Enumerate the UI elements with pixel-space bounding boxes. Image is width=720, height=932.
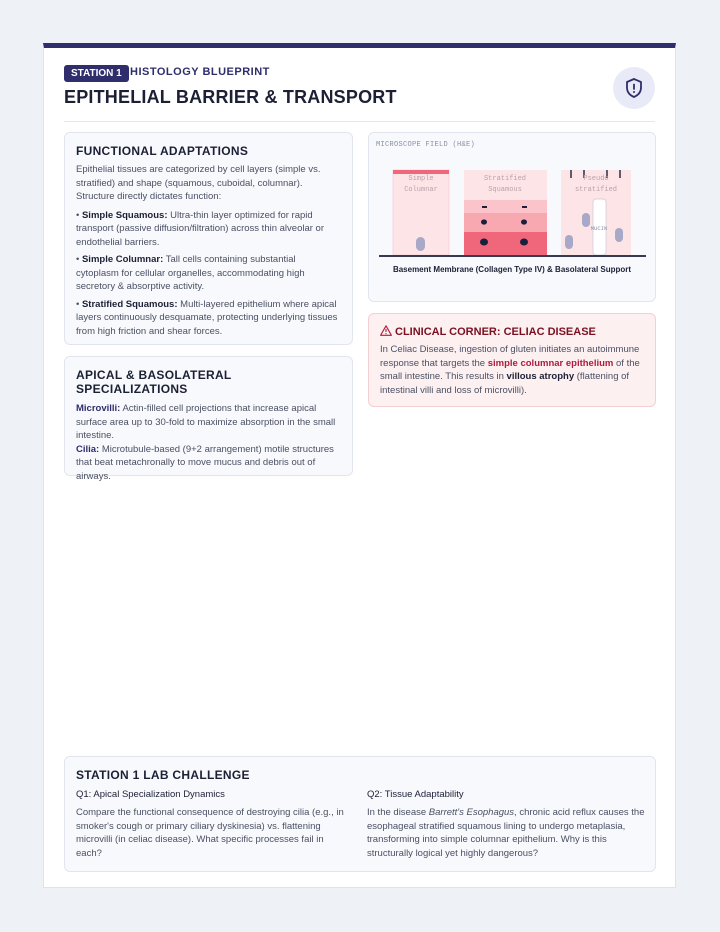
question-1 <box>76 789 352 860</box>
item-text: Ultra-thin layer optimized for rapid transport (passive diffusion/filtration) across thin alveolar or endothelial barriers. <box>76 209 324 248</box>
question-text: Compare the functional consequence of destroying cilia (e.g., in smoker's cough or primary ciliary dyskinesia) vs. flattening microvilli (in celiac disease). What specific processes fail in each? <box>76 807 344 859</box>
item-term: Simple Columnar: <box>81 254 164 265</box>
question-title: Q1: Apical Specialization Dynamics <box>76 789 225 800</box>
item-text: Multi-layered epithelium where apical layers continuously desquamate, protecting underlying tissues from high friction and shear forces. <box>76 298 338 337</box>
basement-membrane-caption: Basement Membrane (Collagen Type IV) & Basolateral Support <box>392 265 632 274</box>
stratified-layer <box>464 200 547 213</box>
tissue-label: stratified <box>574 186 618 194</box>
tissue-label: Columnar <box>404 186 438 194</box>
page-subtitle: HISTOLOGY BLUEPRINT <box>130 66 270 78</box>
tissue-label: Stratified <box>483 175 527 183</box>
nucleus <box>520 239 528 246</box>
nucleus <box>615 228 623 242</box>
functional-intro: Epithelial tissues are categorized by cell layers (simple vs. stratified) and shape (squamous, cuboidal, columnar). Structure directly dictates function: <box>76 164 321 202</box>
item-text: Actin-filled cell projections that increase apical surface area up to 30-fold to maximize absorption in the small intestine. <box>76 403 336 441</box>
nucleus <box>565 235 573 249</box>
apical-border <box>393 170 449 174</box>
page-header <box>64 65 655 122</box>
text-span: , chronic acid reflux causes the esophageal stratified squamous lining to undergo metaplasia, transforming into simple columnar epithelium. Why is this structurally logical yet highly dangerous? <box>367 807 645 859</box>
nucleus <box>482 206 487 208</box>
question-text <box>367 806 647 860</box>
highlight-term: simple columnar epithelium <box>487 357 614 369</box>
nucleus <box>522 206 527 208</box>
clinical-text <box>380 343 644 397</box>
list-item: • Stratified Squamous: Multi-layered epithelium where apical layers continuously desquamate, protecting underlying tissues from high friction and shear forces. <box>76 298 338 337</box>
question-2 <box>367 789 647 860</box>
warning-icon <box>380 325 392 336</box>
lab-heading: STATION 1 LAB CHALLENGE <box>76 768 250 782</box>
station-badge: STATION 1 <box>64 65 129 82</box>
highlight-term: villous atrophy <box>506 371 575 382</box>
nucleus <box>416 237 425 251</box>
list-item <box>76 443 341 484</box>
text-span: (flattening of intestinal villi and loss of microvilli). <box>380 371 630 396</box>
tissue-label: Pseudo <box>583 175 609 183</box>
text-span: In Celiac Disease, ingestion of gluten initiates an autoimmune response that targets the <box>380 344 640 369</box>
nucleus <box>582 213 590 227</box>
mucin-label: MUCIN <box>590 225 608 232</box>
functional-heading: FUNCTIONAL ADAPTATIONS <box>76 144 249 158</box>
microscope-label: MICROSCOPE FIELD (H&E) <box>376 141 476 149</box>
stratified-layer-basal <box>464 232 547 255</box>
lab-challenge-card <box>64 756 656 872</box>
stratified-layer <box>464 213 547 232</box>
list-item: • Simple Squamous: Ultra-thin layer optimized for rapid transport (passive diffusion/filtration) across thin alveolar or endothelial barriers. <box>76 209 324 248</box>
text-span: of the small intestine. This results in <box>380 357 640 382</box>
item-term: Simple Squamous: <box>81 209 168 221</box>
tissue-label: Simple <box>408 175 434 183</box>
microscope-field-card <box>368 132 656 302</box>
item-term: Cilia: <box>76 443 100 455</box>
nucleus <box>481 219 487 224</box>
apical-basolateral-card <box>64 356 353 482</box>
emphasis-term: Barrett's Esophagus <box>428 807 515 818</box>
clinical-heading <box>380 325 644 338</box>
shield-icon <box>613 67 655 109</box>
nucleus <box>521 219 527 224</box>
text-span: In the disease <box>367 807 429 818</box>
station-page <box>43 43 676 888</box>
item-term: Microvilli: <box>76 403 121 414</box>
list-item <box>76 402 341 443</box>
page-title: EPITHELIAL BARRIER & TRANSPORT <box>64 87 397 107</box>
item-text: Microtubule-based (9+2 arrangement) motile structures that beat metachronally to move mucus and debris out of airways. <box>76 443 334 482</box>
microscope-diagram <box>369 133 655 301</box>
clinical-heading-text: CLINICAL CORNER: CELIAC DISEASE <box>395 326 596 338</box>
tissue-label: Squamous <box>488 186 522 194</box>
clinical-corner-card <box>368 313 656 407</box>
list-item: • Simple Columnar: Tall cells containing substantial cytoplasm for cellular organelles, accommodating high secretory & absorptive activity. <box>76 254 305 292</box>
functional-adaptations-card <box>64 132 353 345</box>
question-title: Q2: Tissue Adaptability <box>367 789 464 800</box>
nucleus <box>480 239 488 246</box>
item-term: Stratified Squamous: <box>81 298 178 310</box>
apical-heading: APICAL & BASOLATERAL SPECIALIZATIONS <box>76 368 232 396</box>
item-text: Tall cells containing substantial cytoplasm for cellular organelles, accommodating high secretory & absorptive activity. <box>76 254 305 292</box>
